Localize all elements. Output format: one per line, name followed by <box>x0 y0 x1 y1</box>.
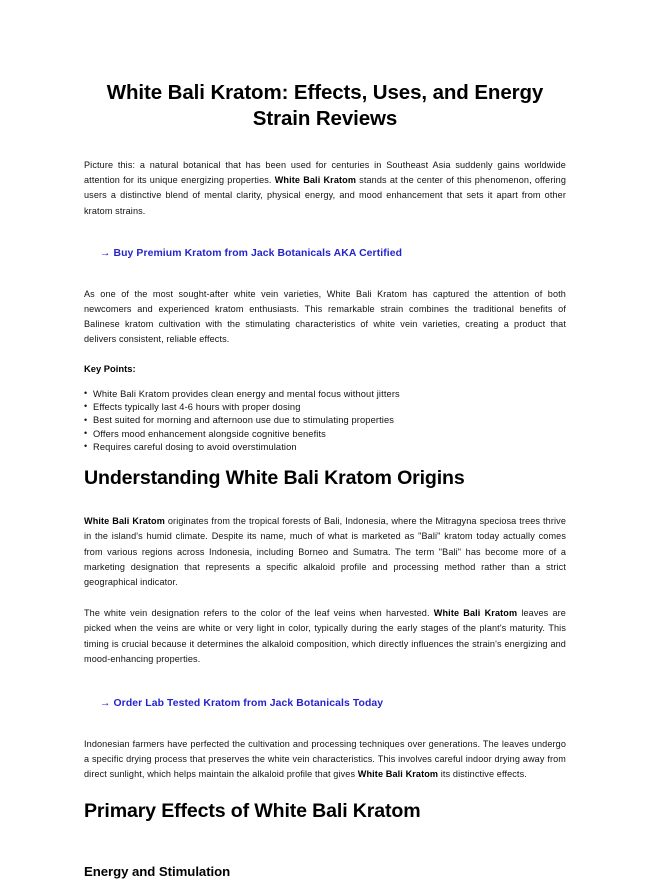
intro-text-part-2: stands at the center of this phenomenon, offering users a distinctive blend of mental clarity, physical energy, and mood enhancement that sets it apart from other kratom strains. <box>84 175 567 216</box>
cta-link-1-label: Buy Premium Kratom from Jack Botanicals AKA Certified <box>113 247 403 259</box>
document-content <box>84 80 566 880</box>
bullet-icon: • <box>84 414 88 425</box>
list-item-label: Effects typically last 4-6 hours with proper dosing <box>93 401 301 412</box>
key-points-list <box>84 388 566 454</box>
bullet-icon: • <box>84 401 88 412</box>
spacer <box>84 376 566 388</box>
spacer <box>84 783 566 799</box>
spacer <box>84 490 566 514</box>
cta-link-2-label: Order Lab Tested Kratom from Jack Botanicals Today <box>113 697 384 709</box>
intro-text-part-1: Picture this: a natural botanical that has been used for centuries in Southeast Asia suddenly gains worldwide attention for its unique energizing properties. <box>84 160 566 186</box>
spacer <box>84 219 566 243</box>
cta-row-2 <box>84 693 566 711</box>
spacer <box>84 132 566 158</box>
list-item <box>84 441 566 454</box>
spacer <box>84 261 566 287</box>
list-item-label: Best suited for morning and afternoon use due to stimulating properties <box>93 415 395 426</box>
section-heading-primary-effects: Primary Effects of White Bali Kratom <box>84 799 421 822</box>
intro-paragraph <box>84 158 566 219</box>
list-item <box>84 428 566 441</box>
spacer <box>84 454 566 466</box>
page-title: White Bali Kratom: Effects, Uses, and Energy Strain Reviews <box>106 81 544 130</box>
cta-link-order-lab-tested-kratom[interactable] <box>100 697 383 711</box>
paragraph-origins <box>84 514 566 590</box>
arrow-right-icon: → <box>100 697 111 709</box>
spacer <box>84 590 566 606</box>
list-item-label: White Bali Kratom provides clean energy and mental focus without jitters <box>93 388 400 399</box>
white-vein-text-part-2: leaves are picked when the veins are white or very light in color, typically during the early stages of the plant's maturity. This timing is crucial because it determines the alkaloid composition, which directly influences the strain's energizing and mood-enhancing properties. <box>84 608 566 664</box>
paragraph-white-vein <box>84 606 566 667</box>
sub-heading-energy-stimulation: Energy and Stimulation <box>84 863 231 879</box>
list-item-label: Requires careful dosing to avoid overstimulation <box>93 441 297 452</box>
key-points-label: Key Points: <box>84 362 136 374</box>
spacer <box>84 348 566 362</box>
arrow-right-icon: → <box>100 247 111 259</box>
white-vein-bold-term: White Bali Kratom <box>433 608 518 619</box>
cta-link-buy-premium-kratom[interactable] <box>100 247 402 261</box>
origins-text: originates from the tropical forests of Bali, Indonesia, where the Mitragyna speciosa trees thrive in the island's humid climate. Despite its name, much of what is marketed as "Bali" kratom today actually comes from various regions across Indonesia, including Borneo and Sumatra. The term "Bali" has become more of a marketing designation that represents a specific alkaloid profile and processing method rather than a strict geographical indicator. <box>84 516 566 587</box>
paragraph-sought-after-varieties: As one of the most sought-after white vein varieties, White Bali Kratom has captured the attention of both newcomers and experienced kratom enthusiasts. This remarkable strain combines the traditional benefits of Balinese kratom cultivation with the stimulating characteristics of white vein varieties, creating a product that delivers consistent, reliable effects. <box>84 288 566 345</box>
origins-bold-term: White Bali Kratom <box>84 516 165 527</box>
bullet-icon: • <box>84 441 88 452</box>
section-heading-origins: Understanding White Bali Kratom Origins <box>84 467 465 490</box>
list-item <box>84 388 566 401</box>
white-vein-text-part-1: The white vein designation refers to the color of the leaf veins when harvested. <box>84 608 434 619</box>
paragraph-farmers-processing <box>84 737 566 783</box>
spacer <box>84 667 566 693</box>
list-item-label: Offers mood enhancement alongside cognitive benefits <box>93 428 326 439</box>
bullet-icon: • <box>84 388 88 399</box>
list-item <box>84 401 566 414</box>
intro-bold-term: White Bali Kratom <box>274 175 357 186</box>
farmers-text-part-2: its distinctive effects. <box>438 769 527 780</box>
bullet-icon: • <box>84 428 88 439</box>
cta-row-1 <box>84 243 566 261</box>
spacer <box>84 711 566 737</box>
farmers-text-part-1: Indonesian farmers have perfected the cultivation and processing techniques over generations. The leaves undergo a specific drying process that preserves the white vein characteristics. This involves careful indoor drying away from direct sunlight, which helps maintain the alkaloid profile that gives <box>84 738 566 780</box>
spacer <box>84 823 566 863</box>
list-item <box>84 414 566 427</box>
farmers-bold-term: White Bali Kratom <box>357 769 439 780</box>
